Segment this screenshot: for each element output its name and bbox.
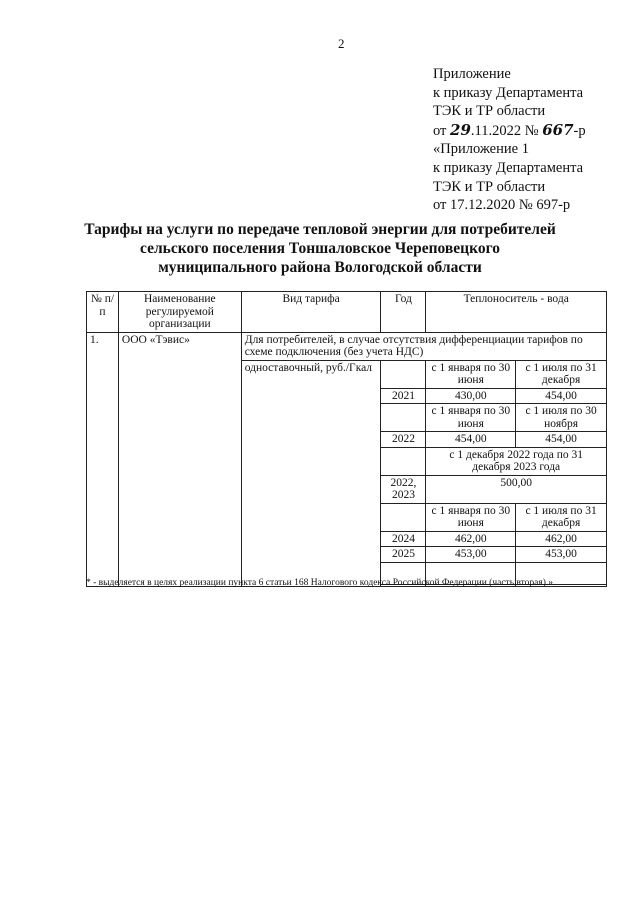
appendix-line: Приложение <box>433 66 511 82</box>
period-cell: с 1 июля по 31 декабря <box>516 503 607 531</box>
period-cell: с 1 июля по 31 декабря <box>516 360 607 388</box>
handwritten-day: 29 <box>450 120 471 139</box>
year-cell: 2022 <box>381 432 426 448</box>
header-year: Год <box>381 292 426 333</box>
value-cell: 454,00 <box>426 432 516 448</box>
organization-name: ООО «Тэвис» <box>118 332 241 586</box>
appendix-line: к приказу Департамента <box>433 159 584 176</box>
table-row <box>87 332 607 360</box>
handwritten-number: 667 <box>542 120 574 139</box>
appendix-line: «Приложение 1 <box>433 141 529 158</box>
year-cell: 2025 <box>381 547 426 563</box>
condition-text: Для потребителей, в случае отсутствия дифференциации тарифов по схеме подключения (без учета НДС) <box>241 332 606 360</box>
header-org: Наименование регулируемой организации <box>118 292 241 333</box>
header-tariff: Вид тарифа <box>241 292 381 333</box>
appendix-block <box>433 65 586 215</box>
appendix-order-date: от 29.11.2022 № 667-р <box>433 120 586 139</box>
year-cell: 2021 <box>381 388 426 404</box>
footnote: * - выделяется в целях реализации пункта 6 статьи 168 Налогового кодекса Российской Федерации (часть вторая).». <box>86 578 556 588</box>
value-cell: 462,00 <box>516 531 607 547</box>
row-number: 1. <box>87 332 119 586</box>
header-num: № п/п <box>87 292 119 333</box>
value-cell: 500,00 <box>426 475 607 503</box>
header-carrier: Теплоноситель - вода <box>426 292 607 333</box>
period-cell: с 1 июля по 30 ноября <box>516 404 607 432</box>
table-header-row <box>87 292 607 333</box>
appendix-line: от 17.12.2020 № 697-р <box>433 197 571 214</box>
page-number: 2 <box>338 36 345 51</box>
tariff-table <box>86 291 607 587</box>
value-cell: 453,00 <box>426 547 516 563</box>
year-cell: 2022, 2023 <box>381 475 426 503</box>
period-cell: с 1 декабря 2022 года по 31 декабря 2023 года <box>426 447 607 475</box>
appendix-line: ТЭК и ТР области <box>433 178 546 195</box>
appendix-line: к приказу Департамента <box>433 84 584 101</box>
appendix-line: ТЭК и ТР области <box>433 103 546 120</box>
value-cell: 454,00 <box>516 432 607 448</box>
value-cell: 453,00 <box>516 547 607 563</box>
period-cell: с 1 января по 30 июня <box>426 404 516 432</box>
document-title: Тарифы на услуги по передаче тепловой энергии для потребителей сельского поселения Тоншаловское Череповецкого муниципального района Вологодской области <box>84 221 556 276</box>
period-cell: с 1 января по 30 июня <box>426 503 516 531</box>
value-cell: 462,00 <box>426 531 516 547</box>
year-cell: 2024 <box>381 531 426 547</box>
value-cell: 430,00 <box>426 388 516 404</box>
tariff-type: одноставочный, руб./Гкал <box>241 360 381 586</box>
period-cell: с 1 января по 30 июня <box>426 360 516 388</box>
value-cell: 454,00 <box>516 388 607 404</box>
